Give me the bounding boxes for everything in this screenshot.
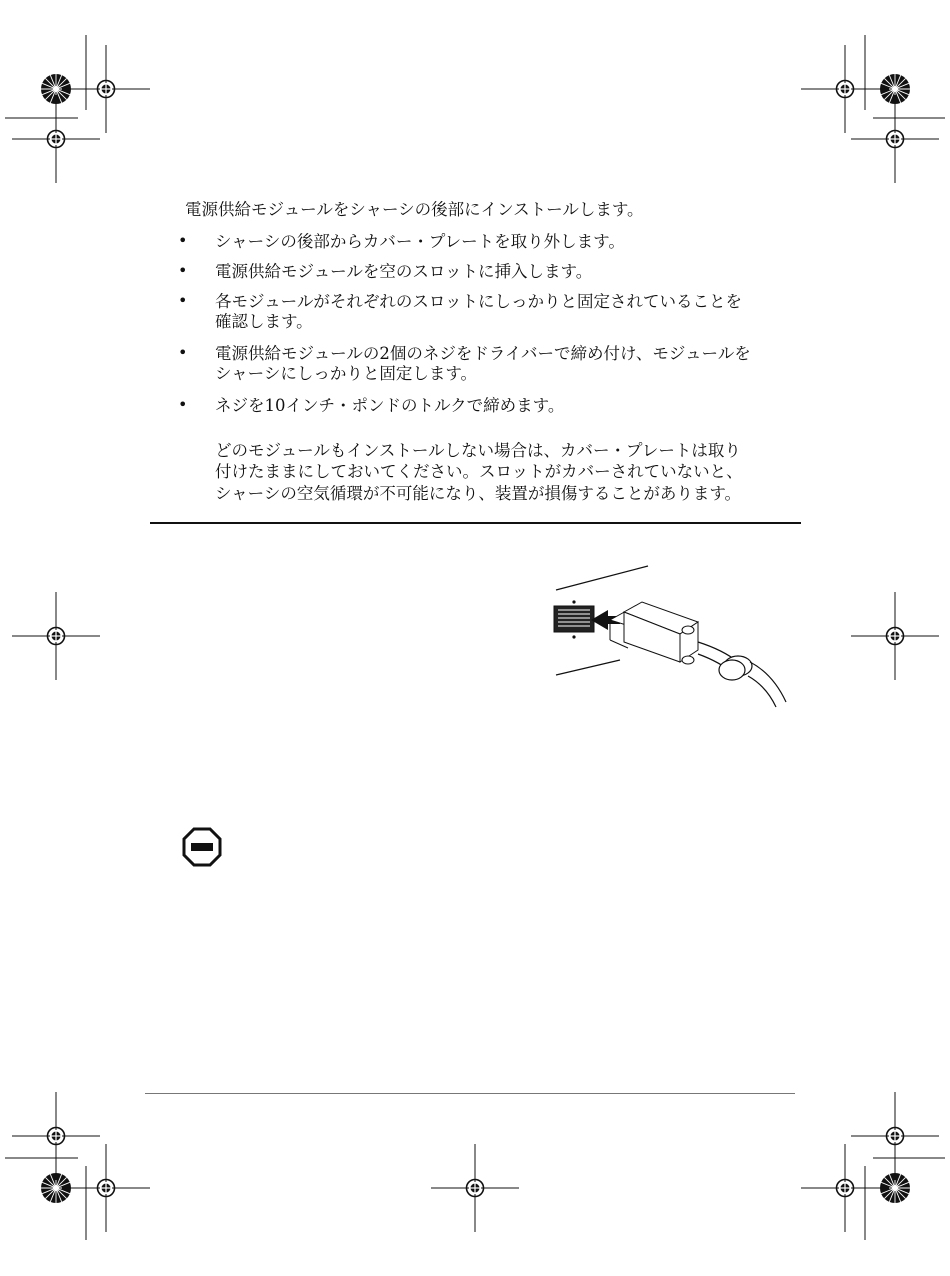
connector-illustration [548, 562, 803, 712]
bullet-marker: • [178, 395, 188, 414]
bullet-marker: • [178, 291, 188, 310]
note-line: 付けたままにしておいてください。スロットがカバーされていないと、 [215, 462, 743, 481]
step-text-continued: 確認します。 [215, 312, 313, 331]
note-line: どのモジュールもインストールしない場合は、カバー・プレートは取り [215, 441, 741, 460]
bullet-marker: • [178, 231, 188, 250]
footer-divider [145, 1093, 795, 1094]
caution-stop-icon [182, 827, 222, 867]
step-text: 電源供給モジュールの2個のネジをドライバーで締め付け、モジュールを [215, 344, 751, 363]
step-text: 電源供給モジュールを空のスロットに挿入します。 [215, 262, 593, 281]
step-text: ネジを10インチ・ポンドのトルクで締めます。 [215, 396, 565, 415]
step-text-continued: シャーシにしっかりと固定します。 [215, 364, 478, 383]
section-divider [150, 522, 801, 524]
step-text: 各モジュールがそれぞれのスロットにしっかりと固定されていることを [215, 292, 743, 311]
note-line: シャーシの空気循環が不可能になり、装置が損傷することがあります。 [215, 484, 742, 503]
step-text: シャーシの後部からカバー・プレートを取り外します。 [215, 232, 625, 251]
bullet-marker: • [178, 261, 188, 280]
intro-text: 電源供給モジュールをシャーシの後部にインストールします。 [185, 200, 644, 219]
bullet-marker: • [178, 343, 188, 362]
